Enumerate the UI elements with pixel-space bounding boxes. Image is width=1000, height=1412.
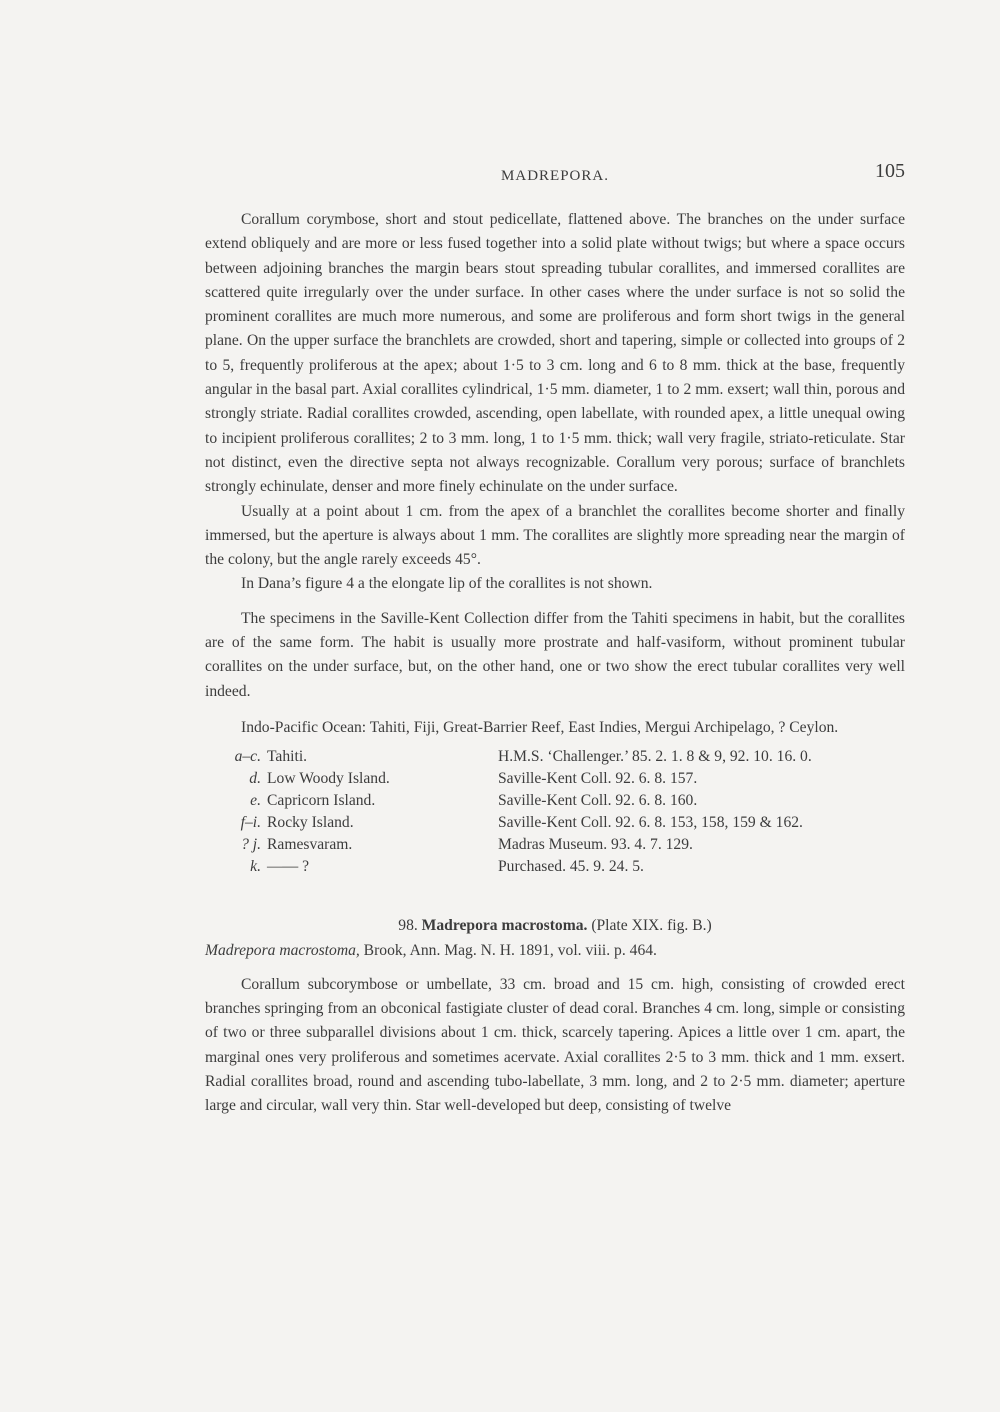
list-item [205, 790, 498, 812]
list-item [205, 856, 498, 878]
specimen-locality: Capricorn Island. [267, 792, 376, 810]
page-title: MADREPORA. [501, 168, 609, 184]
specimen-locality: —— ? [267, 858, 310, 876]
specimen-source: Saville-Kent Coll. 92. 6. 8. 153, 158, 159 & 162. [498, 814, 803, 832]
plate-reference: (Plate XIX. fig. B.) [591, 917, 712, 935]
synonym-line [205, 939, 905, 963]
synonym-name: Madrepora macrostoma, [205, 941, 360, 959]
specimen-locality: Low Woody Island. [267, 770, 390, 788]
species-name: Madrepora macrostoma. [421, 917, 588, 935]
specimen-locality: Rocky Island. [267, 814, 354, 832]
specimen-source: Saville-Kent Coll. 92. 6. 8. 157. [498, 770, 698, 788]
description-paragraph: Usually at a point about 1 cm. from the apex of a branchlet the corallites become shorter and finally immersed, but the aperture is always about 1 mm. The corallites are slightly more spreading near the margin of the colony, but the angle rarely exceeds 45°. [205, 502, 905, 569]
specimen-key: ? j. [241, 836, 261, 854]
specimen-key: d. [249, 770, 261, 788]
species-heading [205, 914, 905, 938]
synonym-reference: Brook, Ann. Mag. N. H. 1891, vol. viii. p. 464. [359, 941, 657, 959]
specimen-localities [205, 746, 498, 878]
specimen-key: e. [250, 792, 261, 810]
specimen-source: Madras Museum. 93. 4. 7. 129. [498, 836, 693, 854]
description-paragraph: Corallum subcorymbose or umbellate, 33 cm. broad and 15 cm. high, consisting of crowded erect branches springing from an obconical fastigiate cluster of dead coral. Branches 4 cm. long, simple or consisting of two or three subparallel divisions about 1 cm. thick, scarcely tapering. Apices a little over 1 cm. apart, the marginal ones very proliferous and sometimes acervate. Axial corallites 2·5 to 3 mm. thick and 1 mm. exsert. Radial corallites broad, round and ascending tubo-labellate, 3 mm. long, and 2 to 2·5 mm. diameter; aperture large and circular, wall very thin. Star well-developed but deep, consisting of twelve [205, 975, 905, 1115]
specimen-locality: Ramesvaram. [267, 836, 353, 854]
page-number: 105 [875, 160, 905, 182]
species-number: 98. [398, 917, 418, 935]
specimen-source: Saville-Kent Coll. 92. 6. 8. 160. [498, 792, 698, 810]
specimen-key: f–i. [240, 814, 261, 832]
specimen-key: k. [250, 858, 261, 876]
description-paragraph: The specimens in the Saville-Kent Collection differ from the Tahiti specimens in habit, but the corallites are of the same form. The habit is usually more prostrate and half-vasiform, without prominent tubular corallites on the under surface, but, on the other hand, one or two show the erect tubular corallites very well indeed. [205, 609, 905, 700]
list-item [205, 768, 498, 790]
running-head [205, 160, 905, 190]
specimen-key: a–c. [234, 748, 261, 766]
list-item [205, 746, 498, 768]
description-paragraph: Corallum corymbose, short and stout pedicellate, flattened above. The branches on the under surface extend obliquely and are more or less fused together into a solid plate without twigs; but where a space occurs between adjoining branches the margin bears stout spreading tubular corallites, and immersed corallites are scattered quite irregularly over the under surface. In other cases where the under surface is not so solid the prominent corallites are much more numerous, and some are proliferous and form short twigs in the general plane. On the upper surface the branchlets are crowded, short and tapering, simple or collected into groups of 2 to 5, frequently proliferous at the apex; about 1·5 to 3 cm. long and 6 to 8 mm. thick at the base, frequently angular in the basal part. Axial corallites cylindrical, 1·5 mm. diameter, 1 to 2 mm. exsert; wall thin, porous and strongly striate. Radial corallites crowded, ascending, open labellate, with rounded apex, a little unequal owing to incipient proliferous corallites; 2 to 3 mm. long, 1 to 1·5 mm. thick; wall very fragile, striato-reticulate. Star not distinct, even the directive septa not always recognizable. Corallum very porous; surface of branchlets strongly echinulate, denser and more finely echinulate on the under surface. [205, 211, 905, 496]
specimen-locality: Tahiti. [267, 748, 308, 766]
list-item [205, 812, 498, 834]
distribution-paragraph: Indo-Pacific Ocean: Tahiti, Fiji, Great-Barrier Reef, East Indies, Mergui Archipelago, ? Ceylon. [241, 718, 839, 736]
specimen-source: H.M.S. ‘Challenger.’ 85. 2. 1. 8 & 9, 92. 10. 16. 0. [498, 748, 812, 766]
specimen-list [205, 746, 905, 878]
page-body [205, 208, 905, 1119]
specimen-source: Purchased. 45. 9. 24. 5. [498, 858, 644, 876]
list-item [205, 834, 498, 856]
specimen-sources [498, 746, 905, 878]
description-paragraph: In Dana’s figure 4 a the elongate lip of the corallites is not shown. [241, 575, 653, 593]
